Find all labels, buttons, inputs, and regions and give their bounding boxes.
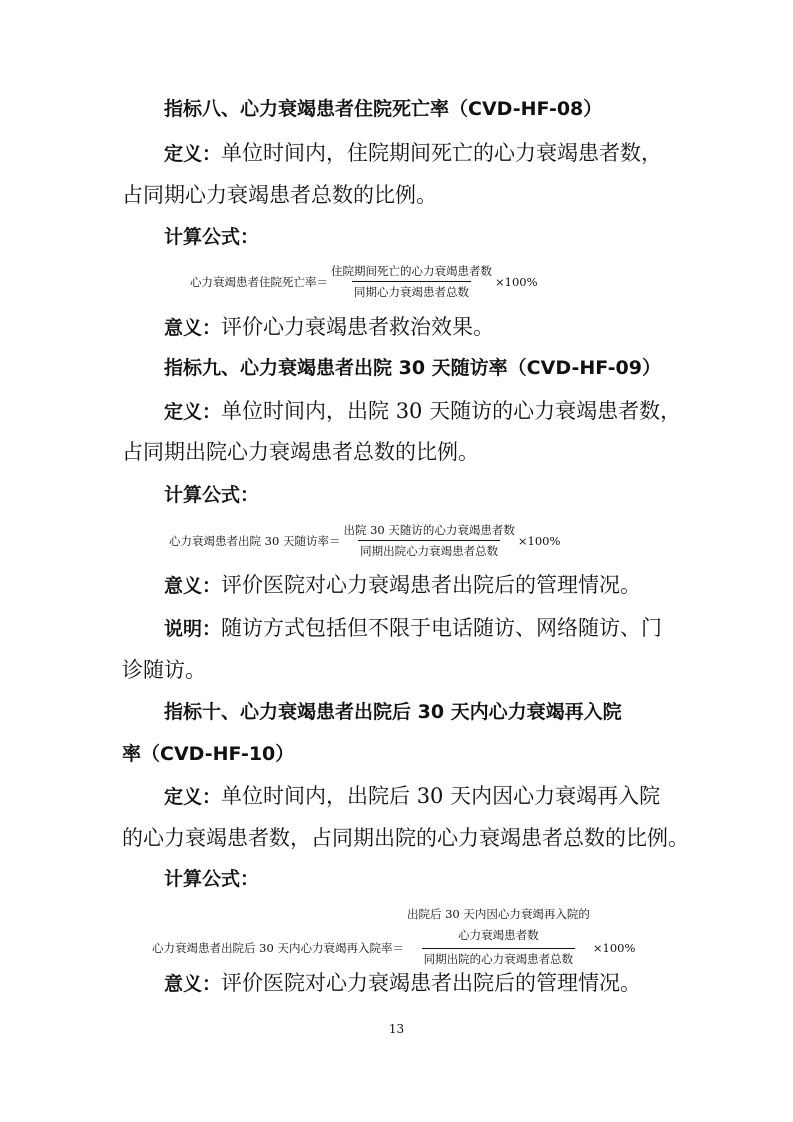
meaning-text: 评价医院对心力衰竭患者出院后的管理情况。 <box>221 971 642 995</box>
indicator9-note-cont: 诊随访。 <box>122 658 206 682</box>
meaning-label: 意义： <box>164 973 222 995</box>
indicator10-meaning <box>164 968 724 999</box>
definition-text: 单位时间内，出院后 30 天内因心力衰竭再入院 <box>221 784 661 808</box>
indicator10-formula <box>152 904 635 967</box>
page-number: 13 <box>388 1022 405 1036</box>
indicator9-note <box>164 613 724 644</box>
definition-label: 定义： <box>164 786 222 808</box>
indicator8-definition-cont: 占同期心力衰竭患者总数的比例。 <box>122 183 437 207</box>
definition-label: 定义： <box>164 401 222 423</box>
formula-lhs: 心力衰竭患者出院 30 天随访率＝ <box>169 533 341 548</box>
indicator9-definition-cont: 占同期出院心力衰竭患者总数的比例。 <box>122 440 479 464</box>
indicator10-title: 指标十、心力衰竭患者出院后 30 天内心力衰竭再入院 <box>164 701 622 723</box>
definition-text: 单位时间内，住院期间死亡的心力衰竭患者数， <box>221 141 663 165</box>
formula-denominator: 同期心力衰竭患者总数 <box>352 281 471 300</box>
note-text: 随访方式包括但不限于电话随访、网络随访、门 <box>221 616 663 640</box>
formula-fraction <box>341 522 516 559</box>
note-label: 说明： <box>164 618 222 640</box>
formula-multiplier: ×100% <box>495 274 538 289</box>
formula-denominator: 同期出院的心力衰竭患者总数 <box>422 948 576 967</box>
formula-denominator: 同期出院心力衰竭患者总数 <box>358 540 500 559</box>
formula-fraction <box>329 263 494 300</box>
indicator10-title-cont: 率（CVD-HF-10） <box>122 743 295 765</box>
indicator8-title: 指标八、心力衰竭患者住院死亡率（CVD-HF-08） <box>164 98 603 120</box>
indicator9-formula <box>169 522 560 559</box>
formula-numerator: 出院 30 天随访的心力衰竭患者数 <box>343 523 515 537</box>
definition-label: 定义： <box>164 143 222 165</box>
indicator8-formula <box>190 263 538 300</box>
indicator9-meaning <box>164 570 724 601</box>
formula-lhs: 心力衰竭患者出院后 30 天内心力衰竭再入院率＝ <box>152 940 404 955</box>
formula-multiplier: ×100% <box>592 940 636 955</box>
indicator9-formula-label: 计算公式： <box>164 484 260 506</box>
indicator8-formula-label: 计算公式： <box>164 226 260 248</box>
indicator10-definition <box>164 781 724 812</box>
meaning-text: 评价医院对心力衰竭患者出院后的管理情况。 <box>221 573 642 597</box>
meaning-label: 意义： <box>164 575 222 597</box>
formula-numerator <box>405 904 592 948</box>
formula-lhs: 心力衰竭患者住院死亡率＝ <box>190 274 328 289</box>
meaning-text: 评价心力衰竭患者救治效果。 <box>221 315 495 339</box>
formula-numerator-line2: 心力衰竭患者数 <box>458 928 539 942</box>
formula-numerator-line1: 出院后 30 天内因心力衰竭再入院的 <box>406 907 590 921</box>
indicator8-meaning <box>164 312 724 343</box>
indicator10-formula-label: 计算公式： <box>164 868 260 890</box>
indicator8-definition <box>164 138 724 169</box>
formula-multiplier: ×100% <box>517 533 561 548</box>
definition-text: 单位时间内，出院 30 天随访的心力衰竭患者数， <box>221 399 682 423</box>
formula-fraction <box>405 904 592 967</box>
formula-numerator: 住院期间死亡的心力衰竭患者数 <box>331 264 492 278</box>
indicator10-definition-cont: 的心力衰竭患者数，占同期出院的心力衰竭患者总数的比例。 <box>122 826 689 850</box>
indicator9-title: 指标九、心力衰竭患者出院 30 天随访率（CVD-HF-09） <box>164 357 661 379</box>
indicator9-definition <box>164 396 724 427</box>
meaning-label: 意义： <box>164 317 222 339</box>
